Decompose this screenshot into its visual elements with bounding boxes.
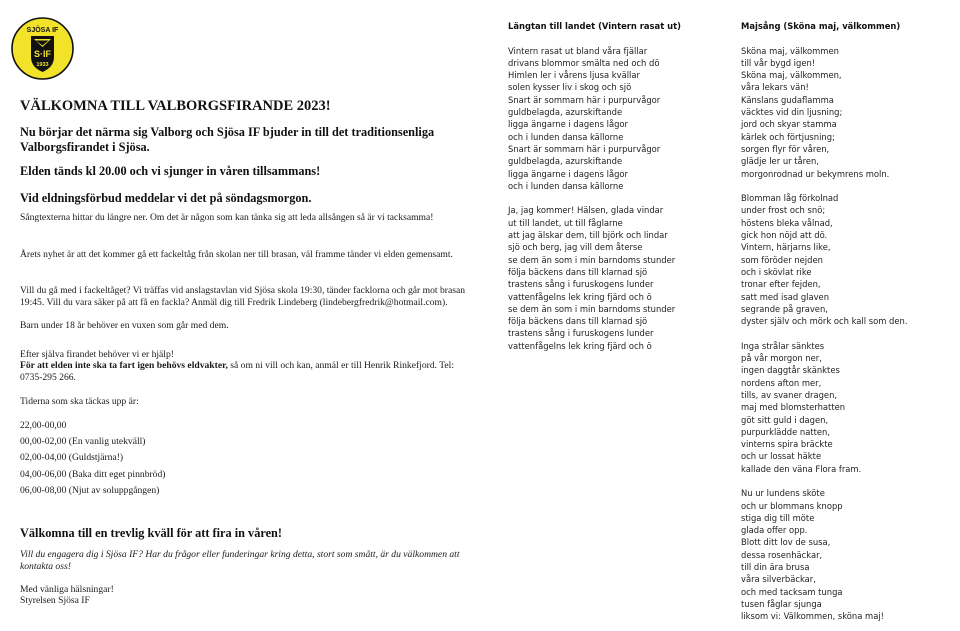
children-note: Barn under 18 år behöver en vuxen som går med dem. (20, 320, 229, 331)
song-line: Snart är sommarn här i purpurvågor (508, 143, 661, 154)
song-line: segrande på graven, (741, 303, 828, 314)
song-verse (741, 45, 907, 180)
song-line: Sköna maj, välkommen, (741, 70, 842, 81)
song-line: sjö och berg, jag vill dem återse (508, 242, 643, 253)
torch-info: Vill du gå med i fackeltåget? Vi träffas vid anslagstavlan vid Sjösa skola 19:30, tänder facklorna och går mot brasan 19:45. Vill du vara säker på att få en fackla? Anmäl dig till Fredrik Lindeberg (lindebergfredrik@hotmail.com). (20, 285, 466, 308)
song-line: guldbelagda, azurskiftande (508, 156, 623, 167)
song-line: Blomman låg förkolnad (741, 193, 839, 204)
fire-guard-rest: så om ni vill och kan, anmäl er till Henrik Rinkefjord. Tel: 0735-295 266. (20, 360, 455, 383)
page-heading: VÄLKOMNA TILL VALBORGSFIRANDE 2023! (20, 98, 331, 114)
song-line: tronar efter fejden, (741, 279, 821, 290)
song-line: nordens afton mer, (741, 377, 822, 388)
song-line: och ur blommans knopp (741, 500, 843, 511)
song-line: till vår bygd igen! (741, 57, 816, 68)
song-line: våra silverbäckar, (741, 574, 816, 585)
song-line: drivans blommor smälta ned och dö (508, 57, 660, 68)
song-line: Blott ditt lov de susa, (741, 537, 831, 548)
song-line: gick hon nöjd att dö. (741, 230, 828, 241)
times-intro: Tiderna som ska täckas upp är: (20, 396, 139, 407)
engage-text: Vill du engagera dig i Sjösa IF? Har du frågor eller funderingar kring detta, stort som smått, är du välkommen att kontakta oss! (20, 549, 460, 572)
song-line: guldbelagda, azurskiftande (508, 107, 623, 118)
fire-guard-text (20, 360, 470, 383)
song-line: väcktes vid din ljusning; (741, 107, 843, 118)
song-line: sorgen flyr för våren, (741, 143, 830, 154)
song-verse (741, 340, 907, 475)
song-line: trastens sång i furuskogens lunder (508, 328, 654, 339)
song-line: vattenfågelns lek kring fjärd och ö (508, 291, 652, 302)
torch-news: Årets nyhet är att det kommer gå ett fackeltåg från skolan ner till brasan, väl framme tänder vi elden gemensamt. (20, 249, 453, 260)
song-majsang (741, 20, 907, 623)
song-line: ut till landet, ut till fåglarne (508, 217, 623, 228)
fire-ban-text: Vid eldningsförbud meddelar vi det på söndagsmorgon. (20, 191, 312, 205)
song-line: göt sitt guld i dagen, (741, 414, 829, 425)
song-line: solen kysser liv i skog och sjö (508, 82, 632, 93)
song-line: Sköna maj, välkommen (741, 45, 839, 56)
song-line: höstens bleka vålnad, (741, 217, 833, 228)
song-line: Snart är sommarn här i purpurvågor (508, 94, 661, 105)
song-line: maj med blomsterhatten (741, 402, 846, 413)
song-title: Majsång (Sköna maj, välkommen) (741, 21, 901, 31)
song-title: Längtan till landet (Vintern rasat ut) (508, 21, 681, 31)
song-line: Känslans gudaflamma (741, 94, 834, 105)
svg-text:SJÖSA IF: SJÖSA IF (26, 27, 59, 34)
song-line: och ur lossat häkte (741, 451, 822, 462)
song-line: Inga strålar sänktes (741, 340, 825, 351)
song-line: morgonrodnad ur bekymrens moln. (741, 168, 890, 179)
song-line: vinterns spira bräckte (741, 439, 833, 450)
club-logo (11, 17, 74, 80)
song-line: ingen daggtår skänktes (741, 365, 840, 376)
song-line: Ja, jag kommer! Hälsen, glada vindar (508, 205, 664, 216)
song-line: ligga ängarne i dagens lågor (508, 119, 628, 130)
song-line: följa bäckens dans till klarnad sjö (508, 316, 648, 327)
time-slot: 04,00-06,00 (Baka ditt eget pinnbröd) (20, 469, 166, 480)
song-line: purpurklädde natten, (741, 426, 831, 437)
song-line: dyster själv och mörk och kall som den. (741, 316, 908, 327)
time-slot: 02,00-04,00 (Guldstjärna!) (20, 452, 124, 463)
song-line: liksom vi: Välkommen, sköna maj! (741, 611, 885, 622)
song-line: och med tacksam tunga (741, 586, 843, 597)
song-line: tills, av svaner dragen, (741, 389, 838, 400)
song-line: och i skövlat rike (741, 266, 812, 277)
song-line: stiga dig till möte (741, 512, 815, 523)
song-verse (508, 204, 681, 352)
song-verse (508, 45, 681, 193)
intro-text: Nu börjar det närma sig Valborg och Sjösa IF bjuder in till det traditionsenliga Valborgsfirandet i Sjösa. (20, 125, 435, 154)
song-line: dessa rosenhäckar, (741, 549, 823, 560)
song-line: som föröder nejden (741, 254, 823, 265)
time-slot: 22,00-00,00 (20, 420, 67, 431)
welcome-heading: Välkomna till en trevlig kväll för att fira in våren! (20, 526, 282, 540)
song-line: och i lunden dansa källorne (508, 180, 624, 191)
svg-text:S·IF: S·IF (34, 49, 51, 59)
song-line: jord och skyar stamma (741, 119, 837, 130)
song-line: kallade den väna Flora fram. (741, 463, 862, 474)
song-line: på vår morgon ner, (741, 353, 822, 364)
song-line: Vintern rasat ut bland våra fjällar (508, 45, 648, 56)
song-line: våra lekars vän! (741, 82, 809, 93)
song-line: trastens sång i furuskogens lunder (508, 279, 654, 290)
song-line: glada offer opp. (741, 525, 808, 536)
song-line: Vintern, härjarns like, (741, 242, 831, 253)
song-line: Himlen ler i vårens ljusa kvällar (508, 70, 640, 81)
song-line: under frost och snö; (741, 205, 826, 216)
song-text-note: Sångtexterna hittar du längre ner. Om det är någon som kan tänka sig att leda allsången så är vi tacksamma! (20, 212, 434, 223)
song-line: Nu ur lundens sköte (741, 488, 825, 499)
song-langtan-till-landet (508, 20, 681, 352)
song-line: se dem än som i min barndoms stunder (508, 254, 676, 265)
help-intro: Efter själva firandet behöver vi er hjälp! (20, 349, 174, 360)
song-line: kärlek och förtjusning; (741, 131, 835, 142)
time-slot: 00,00-02,00 (En vanlig utekväll) (20, 436, 146, 447)
song-verse (741, 192, 907, 327)
sjosa-if-emblem (11, 17, 74, 80)
song-line: glädje ler ur tåren, (741, 156, 820, 167)
song-line: se dem än som i min barndoms stunder (508, 303, 676, 314)
song-line: tusen fåglar sjunga (741, 598, 822, 609)
song-line: att jag älskar dem, till björk och lindar (508, 230, 668, 241)
song-line: följa bäckens dans till klarnad sjö (508, 266, 648, 277)
song-line: ligga ängarne i dagens lågor (508, 168, 628, 179)
song-line: till din ära brusa (741, 562, 810, 573)
time-slot: 06,00-08,00 (Njut av soluppgången) (20, 485, 160, 496)
fire-guard-bold: För att elden inte ska ta fart igen behövs eldvakter, (20, 360, 228, 371)
song-verse (741, 487, 907, 622)
signature-text: Styrelsen Sjösa IF (20, 595, 90, 606)
fire-time-text: Elden tänds kl 20.00 och vi sjunger in våren tillsammans! (20, 164, 321, 178)
song-line: vattenfågelns lek kring fjärd och ö (508, 340, 652, 351)
song-line: och i lunden dansa källorne (508, 131, 624, 142)
svg-text:1933: 1933 (36, 62, 49, 68)
regards-text: Med vänliga hälsningar! (20, 584, 114, 595)
song-line: satt med isad glaven (741, 291, 830, 302)
